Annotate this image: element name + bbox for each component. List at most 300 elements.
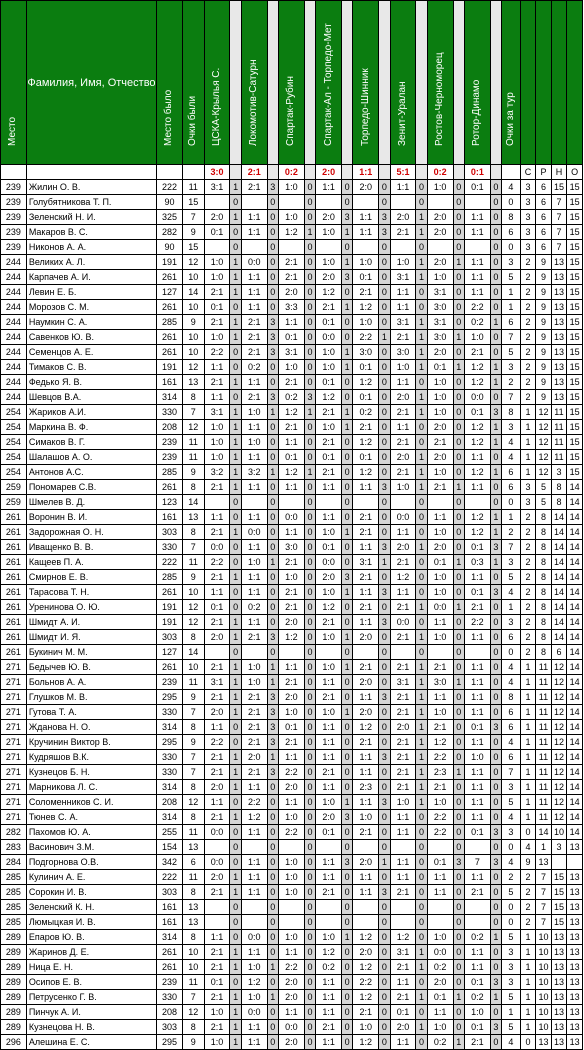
forecast-cell: 2:1 [427, 480, 453, 495]
stat-cell: 14 [567, 780, 583, 795]
stat-cell: 9 [536, 285, 552, 300]
forecast-cell [278, 195, 304, 210]
forecast-cell: 1:1 [316, 180, 342, 195]
forecast-points-cell: 0 [267, 1035, 278, 1050]
player-name: Великих А. Л. [26, 255, 156, 270]
forecast-cell: 2:1 [241, 345, 267, 360]
forecast-cell [204, 240, 230, 255]
forecast-cell: 1:1 [353, 750, 379, 765]
forecast-points-cell: 0 [379, 900, 390, 915]
stat-cell: 3 [520, 480, 536, 495]
stat-cell: 14 [567, 615, 583, 630]
forecast-cell: 1:1 [241, 870, 267, 885]
forecast-points-cell: 3 [490, 975, 501, 990]
forecast-cell: 2:1 [278, 255, 304, 270]
place-cell: 271 [1, 735, 27, 750]
forecast-points-cell: 1 [416, 465, 427, 480]
forecast-points-cell: 0 [342, 960, 353, 975]
forecast-cell [390, 240, 416, 255]
forecast-cell: 3:1 [390, 945, 416, 960]
tour-points-cell: 0 [502, 900, 521, 915]
tour-points-cell: 4 [502, 1035, 521, 1050]
prev-points-cell: 7 [182, 540, 204, 555]
forecast-cell: 1:2 [464, 525, 490, 540]
table-row [1, 585, 583, 600]
prev-place-cell: 239 [157, 675, 183, 690]
stat-cell: 14 [567, 630, 583, 645]
forecast-cell: 1:0 [353, 255, 379, 270]
forecast-points-cell: 3 [490, 585, 501, 600]
forecast-points-cell: 0 [304, 780, 315, 795]
forecast-points-cell: 1 [490, 375, 501, 390]
forecast-points-cell: 1 [453, 990, 464, 1005]
forecast-cell [353, 195, 379, 210]
forecast-points-cell: 0 [490, 240, 501, 255]
stat-cell: 2 [520, 345, 536, 360]
forecast-points-cell: 0 [342, 735, 353, 750]
stat-cell: 5 [536, 480, 552, 495]
forecast-points-cell: 0 [230, 855, 241, 870]
forecast-cell: 2:1 [390, 435, 416, 450]
place-cell: 261 [1, 525, 27, 540]
forecast-points-cell: 0 [230, 735, 241, 750]
tour-points-cell: 4 [502, 735, 521, 750]
forecast-cell: 0:1 [427, 855, 453, 870]
forecast-points-cell: 0 [490, 915, 501, 930]
forecast-points-cell: 0 [379, 315, 390, 330]
forecast-points-cell: 1 [230, 375, 241, 390]
stat-cell: 10 [536, 990, 552, 1005]
forecast-points-cell: 0 [304, 630, 315, 645]
stat-cell: 12 [551, 795, 567, 810]
prev-points-cell: 8 [182, 525, 204, 540]
tour-points-cell: 1 [502, 510, 521, 525]
forecast-points-cell: 0 [453, 495, 464, 510]
forecast-cell: 1:0 [204, 420, 230, 435]
forecast-points-cell: 0 [267, 270, 278, 285]
prev-points-cell: 15 [182, 195, 204, 210]
header-match-8: Ротор-Динамо [464, 1, 490, 165]
forecast-points-cell: 0 [453, 825, 464, 840]
forecast-cell: 1:0 [353, 810, 379, 825]
table-header [1, 1, 583, 165]
stat-cell: 13 [567, 900, 583, 915]
stat-cell: 14 [567, 600, 583, 615]
stat-cell: 15 [567, 270, 583, 285]
player-name: Васинович З.М. [26, 840, 156, 855]
forecast-points-cell: 0 [230, 495, 241, 510]
forecast-points-cell: 0 [379, 465, 390, 480]
prev-place-cell: 285 [157, 570, 183, 585]
forecast-cell: 2:2 [427, 750, 453, 765]
forecast-cell: 2:0 [278, 690, 304, 705]
forecast-cell: 1:0 [241, 675, 267, 690]
forecast-points-cell: 0 [379, 300, 390, 315]
forecast-points-cell: 0 [267, 915, 278, 930]
forecast-cell: 2:0 [278, 615, 304, 630]
stat-cell: 13 [567, 1005, 583, 1020]
forecast-points-cell: 0 [453, 810, 464, 825]
player-name: Семенцов А. Е. [26, 345, 156, 360]
forecast-points-cell: 0 [267, 225, 278, 240]
forecast-cell: 0:1 [204, 975, 230, 990]
forecast-points-cell: 0 [379, 570, 390, 585]
forecast-points-cell: 0 [304, 720, 315, 735]
forecast-cell [316, 915, 342, 930]
forecast-cell [353, 840, 379, 855]
stat-cell: 7 [551, 225, 567, 240]
tour-points-cell: 7 [502, 390, 521, 405]
forecast-points-cell: 1 [490, 930, 501, 945]
tour-points-cell: 3 [502, 255, 521, 270]
forecast-points-cell: 1 [230, 405, 241, 420]
forecast-cell: 1:1 [241, 210, 267, 225]
forecast-points-cell: 0 [267, 615, 278, 630]
forecast-cell: 2:1 [353, 660, 379, 675]
forecast-cell: 2:0 [278, 780, 304, 795]
table-row [1, 885, 583, 900]
tour-points-cell: 2 [502, 525, 521, 540]
forecast-points-cell: 0 [304, 930, 315, 945]
prev-points-cell: 9 [182, 570, 204, 585]
place-cell: 271 [1, 750, 27, 765]
forecast-cell: 2:2 [278, 960, 304, 975]
forecast-cell: 1:2 [464, 465, 490, 480]
forecast-cell: 0:0 [204, 855, 230, 870]
forecast-cell [316, 240, 342, 255]
forecast-cell: 2:1 [464, 345, 490, 360]
forecast-points-cell: 0 [453, 795, 464, 810]
forecast-cell: 2:1 [204, 765, 230, 780]
forecast-points-cell: 0 [453, 960, 464, 975]
forecast-cell: 3:1 [390, 675, 416, 690]
prev-points-cell: 8 [182, 720, 204, 735]
forecast-points-cell: 0 [379, 945, 390, 960]
forecast-points-cell: 1 [453, 675, 464, 690]
forecast-points-cell: 0 [379, 1035, 390, 1050]
forecast-points-cell: 1 [453, 480, 464, 495]
stat-cell: 8 [551, 480, 567, 495]
forecast-cell: 0:1 [427, 990, 453, 1005]
forecast-cell [241, 900, 267, 915]
table-row [1, 555, 583, 570]
stat-cell: 14 [551, 570, 567, 585]
forecast-cell: 0:0 [241, 255, 267, 270]
forecast-cell: 2:1 [204, 1020, 230, 1035]
forecast-cell: 1:1 [278, 315, 304, 330]
stat-cell: 11 [551, 405, 567, 420]
forecast-cell: 2:2 [278, 765, 304, 780]
stat-cell: 9 [536, 390, 552, 405]
tour-points-cell: 2 [502, 870, 521, 885]
stat-cell: 13 [567, 915, 583, 930]
forecast-cell: 1:0 [316, 345, 342, 360]
stat-cell: 1 [520, 705, 536, 720]
forecast-cell: 1:0 [278, 570, 304, 585]
forecast-cell: 0:1 [316, 540, 342, 555]
prev-place-cell: 161 [157, 375, 183, 390]
match-result: 5:1 [390, 165, 416, 180]
stat-cell: 15 [567, 240, 583, 255]
forecast-cell: 2:0 [427, 345, 453, 360]
stat-cell: 11 [551, 420, 567, 435]
forecast-points-cell: 0 [304, 675, 315, 690]
prev-place-cell: 295 [157, 690, 183, 705]
forecast-points-cell: 0 [342, 480, 353, 495]
forecast-cell: 3:1 [204, 675, 230, 690]
forecast-cell: 1:2 [464, 420, 490, 435]
forecast-points-cell: 1 [342, 630, 353, 645]
forecast-points-cell: 1 [379, 330, 390, 345]
forecast-cell: 0:0 [390, 510, 416, 525]
forecast-cell [278, 240, 304, 255]
forecast-cell: 2:1 [390, 765, 416, 780]
forecast-points-cell: 1 [416, 1020, 427, 1035]
prev-points-cell: 14 [182, 285, 204, 300]
forecast-points-cell: 1 [342, 930, 353, 945]
tour-points-cell: 7 [502, 330, 521, 345]
forecast-cell: 1:1 [278, 660, 304, 675]
forecast-points-cell: 0 [304, 795, 315, 810]
forecast-points-cell: 1 [342, 585, 353, 600]
tour-points-cell: 6 [502, 750, 521, 765]
table-row [1, 1005, 583, 1020]
forecast-points-cell: 0 [453, 450, 464, 465]
stat-cell: 12 [551, 780, 567, 795]
stat-cell: 14 [567, 810, 583, 825]
forecast-cell: 2:0 [427, 225, 453, 240]
forecast-points-cell: 1 [490, 465, 501, 480]
stat-cell: 1 [520, 690, 536, 705]
forecast-cell: 1:2 [353, 375, 379, 390]
forecast-points-cell: 0 [267, 510, 278, 525]
prev-points-cell: 13 [182, 900, 204, 915]
forecast-cell: 1:2 [316, 945, 342, 960]
forecast-cell: 1:1 [278, 525, 304, 540]
forecast-points-cell: 0 [379, 255, 390, 270]
forecast-points-cell: 0 [267, 1005, 278, 1020]
forecast-cell: 1:1 [353, 480, 379, 495]
forecast-points-cell: 1 [267, 555, 278, 570]
forecast-cell: 2:1 [316, 690, 342, 705]
forecast-points-cell: 0 [342, 870, 353, 885]
forecast-cell [353, 900, 379, 915]
header-gap [490, 1, 501, 165]
prev-points-cell: 11 [182, 450, 204, 465]
header-stat [551, 1, 567, 165]
stat-cell: 9 [536, 270, 552, 285]
forecast-points-cell: 1 [230, 765, 241, 780]
stat-cell: 8 [536, 510, 552, 525]
forecast-points-cell: 0 [490, 495, 501, 510]
forecast-cell: 2:1 [278, 585, 304, 600]
forecast-points-cell: 0 [267, 255, 278, 270]
forecast-cell: 1:0 [427, 930, 453, 945]
table-row [1, 915, 583, 930]
forecast-points-cell: 0 [453, 645, 464, 660]
forecast-cell: 0:1 [316, 315, 342, 330]
forecast-points-cell: 0 [453, 780, 464, 795]
stat-cell: 14 [567, 690, 583, 705]
forecast-cell: 1:0 [427, 525, 453, 540]
forecast-points-cell: 0 [304, 645, 315, 660]
forecast-points-cell: 1 [342, 660, 353, 675]
stat-cell: 3 [551, 840, 567, 855]
forecast-points-cell: 0 [230, 360, 241, 375]
forecast-points-cell: 0 [230, 195, 241, 210]
stat-cell: 15 [551, 915, 567, 930]
table-row [1, 435, 583, 450]
forecast-points-cell: 0 [304, 735, 315, 750]
stat-cell: 11 [551, 435, 567, 450]
stat-label: С [520, 165, 536, 180]
forecast-cell: 1:1 [464, 945, 490, 960]
player-name: Савенков Ю. В. [26, 330, 156, 345]
forecast-points-cell: 0 [267, 900, 278, 915]
match-result: 1:1 [353, 165, 379, 180]
prev-place-cell: 330 [157, 540, 183, 555]
stat-cell: 9 [536, 315, 552, 330]
forecast-cell: 0:2 [241, 360, 267, 375]
player-name: Петрусенко Г. В. [26, 990, 156, 1005]
forecast-points-cell: 0 [304, 495, 315, 510]
forecast-cell: 1:0 [390, 795, 416, 810]
forecast-cell: 0:3 [464, 555, 490, 570]
forecast-cell: 2:0 [353, 180, 379, 195]
forecast-cell [241, 645, 267, 660]
stat-cell: 13 [551, 300, 567, 315]
forecast-points-cell: 1 [453, 600, 464, 615]
forecast-points-cell: 0 [267, 780, 278, 795]
forecast-cell: 1:1 [316, 870, 342, 885]
tour-points-cell: 4 [502, 855, 521, 870]
stat-cell: 9 [536, 360, 552, 375]
stat-cell: 12 [551, 660, 567, 675]
forecast-points-cell: 0 [267, 600, 278, 615]
forecast-cell [427, 240, 453, 255]
forecast-points-cell: 0 [267, 375, 278, 390]
forecast-points-cell: 0 [342, 435, 353, 450]
forecast-points-cell: 0 [304, 810, 315, 825]
table-row [1, 1020, 583, 1035]
stat-cell: 13 [551, 390, 567, 405]
prev-points-cell: 11 [182, 180, 204, 195]
forecast-cell: 2:1 [241, 630, 267, 645]
forecast-cell [464, 195, 490, 210]
forecast-points-cell: 0 [342, 315, 353, 330]
forecast-cell: 1:0 [241, 990, 267, 1005]
forecast-cell [390, 840, 416, 855]
forecast-points-cell: 0 [379, 360, 390, 375]
forecast-points-cell: 0 [304, 975, 315, 990]
forecast-points-cell: 1 [342, 705, 353, 720]
stat-cell: 7 [536, 885, 552, 900]
forecast-points-cell: 0 [490, 750, 501, 765]
forecast-points-cell: 0 [230, 555, 241, 570]
forecast-cell: 1:0 [427, 630, 453, 645]
forecast-points-cell: 1 [490, 420, 501, 435]
player-name: Кудряшов В.К. [26, 750, 156, 765]
tour-points-cell: 3 [502, 420, 521, 435]
stat-cell: 10 [536, 975, 552, 990]
forecast-cell [427, 645, 453, 660]
forecast-cell: 2:1 [390, 780, 416, 795]
place-cell: 244 [1, 345, 27, 360]
forecast-cell: 2:2 [278, 825, 304, 840]
forecast-cell: 2:0 [390, 1020, 416, 1035]
stat-cell: 8 [536, 645, 552, 660]
forecast-points-cell: 1 [416, 795, 427, 810]
stat-cell: 2 [520, 360, 536, 375]
forecast-points-cell: 0 [379, 675, 390, 690]
stat-cell: 14 [551, 555, 567, 570]
forecast-points-cell: 0 [304, 330, 315, 345]
place-cell: 261 [1, 585, 27, 600]
player-name: Антонов А.С. [26, 465, 156, 480]
forecast-cell [390, 915, 416, 930]
forecast-cell: 1:0 [278, 885, 304, 900]
prev-points-cell: 11 [182, 435, 204, 450]
forecast-cell: 2:1 [464, 1035, 490, 1050]
forecast-points-cell: 1 [490, 315, 501, 330]
forecast-points-cell: 0 [267, 585, 278, 600]
stat-cell: 5 [536, 495, 552, 510]
forecast-cell: 1:1 [464, 705, 490, 720]
table-row [1, 990, 583, 1005]
forecast-points-cell: 3 [379, 885, 390, 900]
prev-points-cell: 7 [182, 405, 204, 420]
forecast-cell [464, 240, 490, 255]
stat-cell: 1 [520, 660, 536, 675]
forecast-cell: 1:0 [427, 270, 453, 285]
forecast-points-cell: 0 [379, 240, 390, 255]
player-name: Сорокин И. В. [26, 885, 156, 900]
forecast-points-cell: 0 [379, 990, 390, 1005]
forecast-cell: 0:1 [353, 270, 379, 285]
forecast-points-cell: 0 [342, 645, 353, 660]
forecast-points-cell: 3 [453, 855, 464, 870]
stat-cell: 15 [567, 225, 583, 240]
stat-cell: 8 [551, 495, 567, 510]
forecast-cell: 2:2 [204, 555, 230, 570]
forecast-points-cell: 0 [304, 990, 315, 1005]
forecast-cell: 0:2 [241, 600, 267, 615]
forecast-points-cell: 3 [267, 180, 278, 195]
forecast-points-cell: 1 [416, 540, 427, 555]
prev-points-cell: 11 [182, 975, 204, 990]
forecast-cell [278, 900, 304, 915]
forecast-points-cell: 0 [490, 570, 501, 585]
forecast-cell: 2:1 [390, 555, 416, 570]
prev-points-cell: 13 [182, 915, 204, 930]
forecast-points-cell: 0 [267, 810, 278, 825]
forecast-cell: 1:2 [316, 390, 342, 405]
stat-cell: 14 [567, 705, 583, 720]
stat-label: Н [551, 165, 567, 180]
forecast-cell: 1:1 [390, 810, 416, 825]
place-cell: 244 [1, 330, 27, 345]
forecast-cell: 0:1 [278, 720, 304, 735]
forecast-points-cell: 1 [230, 480, 241, 495]
forecast-cell: 1:0 [427, 1020, 453, 1035]
forecast-cell: 2:1 [390, 330, 416, 345]
forecast-cell: 2:0 [353, 945, 379, 960]
forecast-points-cell: 0 [379, 510, 390, 525]
header-gap [267, 1, 278, 165]
forecast-points-cell: 0 [490, 795, 501, 810]
forecast-cell [241, 915, 267, 930]
forecast-points-cell: 0 [490, 660, 501, 675]
